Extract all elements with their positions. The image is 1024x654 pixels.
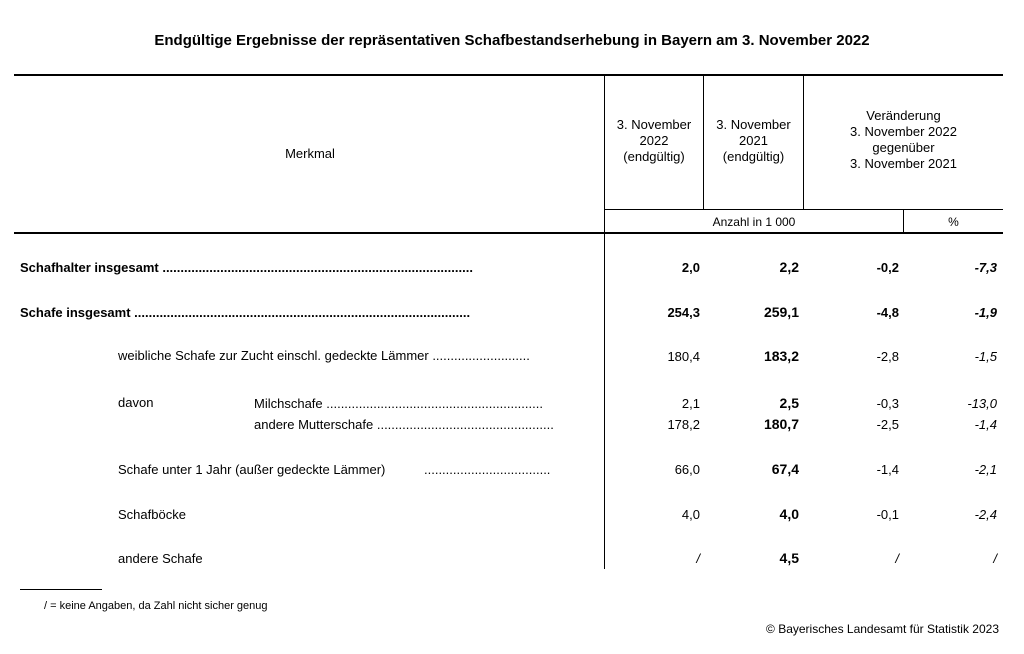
row-label: andere Schafe bbox=[118, 551, 203, 566]
cell-pct: -2,4 bbox=[974, 507, 997, 522]
row-leader-dots: ................................... bbox=[424, 462, 551, 477]
row-label: Schafhalter insgesamt ...................................................................................... bbox=[20, 260, 473, 275]
cell-2022: 254,3 bbox=[667, 305, 700, 320]
change-line3: gegenüber bbox=[872, 140, 935, 155]
cell-pct: -13,0 bbox=[967, 396, 997, 411]
cell-diff: -0,1 bbox=[876, 507, 899, 522]
change-line4: 3. November 2021 bbox=[850, 156, 957, 171]
table-title: Endgültige Ergebnisse der repräsentativen Schafbestandserhebung in Bayern am 3. November 2022 bbox=[154, 32, 870, 49]
cell-2022: 2,0 bbox=[681, 260, 700, 275]
col-2022-line2: 2022 bbox=[639, 133, 669, 148]
cell-diff: -2,5 bbox=[876, 417, 899, 432]
cell-2022: / bbox=[696, 551, 700, 566]
col-2022-header bbox=[605, 117, 703, 165]
cell-diff: -2,8 bbox=[876, 349, 899, 364]
row-label: Schafböcke bbox=[118, 507, 186, 522]
row-label: Schafe insgesamt ............................................................................................. bbox=[20, 305, 471, 320]
cell-pct: -1,5 bbox=[974, 349, 997, 364]
cell-2021: 2,5 bbox=[779, 395, 799, 411]
cell-pct: / bbox=[993, 551, 997, 566]
col-2022-line3: (endgültig) bbox=[623, 149, 685, 164]
cell-2021: 2,2 bbox=[779, 259, 799, 275]
cell-2021: 4,0 bbox=[779, 506, 799, 522]
cell-pct: -1,4 bbox=[974, 417, 997, 432]
col-2022-line1: 3. November bbox=[616, 117, 692, 132]
cell-2021: 4,5 bbox=[779, 550, 799, 566]
row-label: weibliche Schafe zur Zucht einschl. gedeckte Lämmer ........................... bbox=[118, 348, 530, 363]
cell-pct: -1,9 bbox=[974, 305, 997, 320]
cell-2022: 178,2 bbox=[667, 417, 700, 432]
col-2021-line3: (endgültig) bbox=[722, 149, 785, 164]
cell-2021: 67,4 bbox=[771, 461, 799, 477]
davon-label: davon bbox=[118, 395, 154, 410]
copyright: © Bayerisches Landesamt für Statistik 2023 bbox=[766, 622, 999, 636]
cell-2022: 4,0 bbox=[681, 507, 700, 522]
merkmal-header: Merkmal bbox=[285, 146, 335, 161]
cell-2021: 180,7 bbox=[763, 416, 799, 432]
cell-2021: 183,2 bbox=[763, 348, 799, 364]
col-2021-line2: 2021 bbox=[739, 133, 768, 148]
col-2021-line1: 3. November bbox=[716, 117, 791, 132]
cell-pct: -7,3 bbox=[974, 260, 997, 275]
row-label: Milchschafe ............................................................ bbox=[254, 396, 543, 411]
cell-diff: -0,2 bbox=[876, 260, 899, 275]
cell-2021: 259,1 bbox=[763, 304, 799, 320]
cell-diff: / bbox=[895, 551, 899, 566]
col-2021-header bbox=[704, 117, 803, 165]
unit-pct: % bbox=[948, 215, 959, 229]
top-rule bbox=[14, 74, 1003, 76]
cell-pct: -2,1 bbox=[974, 462, 997, 477]
cell-diff: -1,4 bbox=[876, 462, 899, 477]
cell-diff: -0,3 bbox=[876, 396, 899, 411]
change-header bbox=[804, 108, 1003, 172]
change-line1: Veränderung bbox=[866, 108, 941, 123]
cell-2022: 180,4 bbox=[667, 349, 700, 364]
change-line2: 3. November 2022 bbox=[850, 124, 957, 139]
header-bottom-rule bbox=[14, 232, 1003, 234]
footnote: / = keine Angaben, da Zahl nicht sicher genug bbox=[44, 600, 268, 612]
row-label: andere Mutterschafe ................................................. bbox=[254, 417, 554, 432]
cell-2022: 2,1 bbox=[681, 396, 700, 411]
unit-count: Anzahl in 1 000 bbox=[712, 215, 796, 229]
cell-diff: -4,8 bbox=[876, 305, 899, 320]
row-label: Schafe unter 1 Jahr (außer gedeckte Lämmer) bbox=[118, 462, 386, 477]
footnote-rule bbox=[20, 589, 102, 590]
cell-2022: 66,0 bbox=[674, 462, 700, 477]
